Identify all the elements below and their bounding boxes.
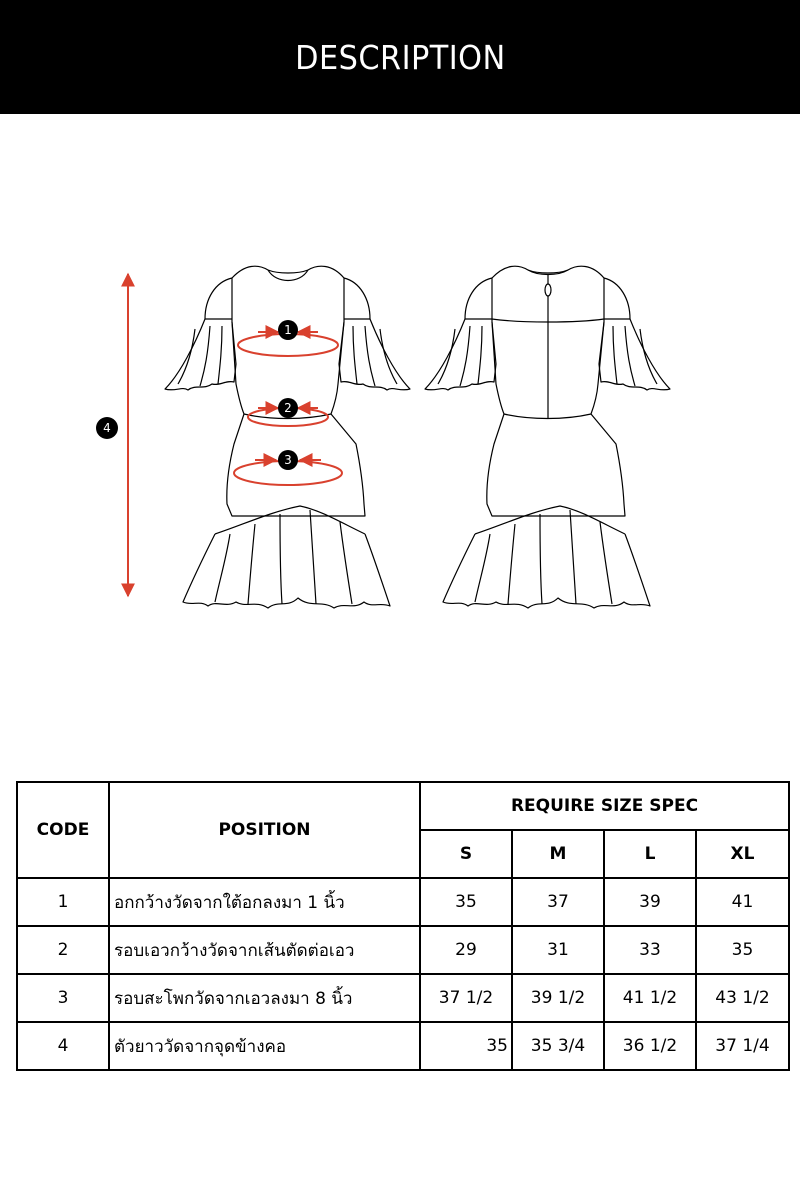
row-value-s: 37 1/2	[420, 974, 512, 1022]
marker-4	[96, 417, 118, 439]
row-value-l: 41 1/2	[604, 974, 696, 1022]
header-code: CODE	[17, 782, 109, 878]
table-row	[17, 926, 789, 974]
row-position: รอบสะโพกวัดจากเอวลงมา 8 นิ้ว	[109, 974, 420, 1022]
table-row	[17, 974, 789, 1022]
header-size-l: L	[604, 830, 696, 878]
row-value-l: 36 1/2	[604, 1022, 696, 1070]
row-value-l: 39	[604, 878, 696, 926]
header-size-m: M	[512, 830, 604, 878]
row-value-l: 33	[604, 926, 696, 974]
row-code: 3	[17, 974, 109, 1022]
svg-text:2: 2	[284, 401, 292, 415]
row-position: ตัวยาววัดจากจุดข้างคอ	[109, 1022, 420, 1070]
row-value-xl: 37 1/4	[696, 1022, 789, 1070]
row-value-m: 31	[512, 926, 604, 974]
row-value-s: 35	[420, 878, 512, 926]
svg-text:1: 1	[284, 323, 292, 337]
size-spec-table	[16, 781, 790, 1071]
marker-3	[278, 450, 298, 470]
row-value-xl: 35	[696, 926, 789, 974]
table-row	[17, 878, 789, 926]
back-dress-outline	[425, 266, 670, 608]
dress-illustration	[0, 114, 800, 754]
row-value-m: 37	[512, 878, 604, 926]
svg-text:3: 3	[284, 453, 292, 467]
header-require-size-spec: REQUIRE SIZE SPEC	[420, 782, 789, 830]
measurement-overlays	[128, 274, 342, 596]
table-row	[17, 1022, 789, 1070]
row-code: 1	[17, 878, 109, 926]
row-value-m: 35 3/4	[512, 1022, 604, 1070]
page-title: DESCRIPTION	[294, 37, 506, 77]
row-code: 4	[17, 1022, 109, 1070]
row-value-xl: 41	[696, 878, 789, 926]
marker-1	[278, 320, 298, 340]
row-value-s: 35	[420, 1022, 512, 1070]
header-bar	[0, 0, 800, 114]
header-size-s: S	[420, 830, 512, 878]
row-code: 2	[17, 926, 109, 974]
row-position: รอบเอวกว้างวัดจากเส้นตัดต่อเอว	[109, 926, 420, 974]
header-size-xl: XL	[696, 830, 789, 878]
svg-text:4: 4	[103, 421, 111, 435]
row-position: อกกว้างวัดจากใต้อกลงมา 1 นิ้ว	[109, 878, 420, 926]
marker-2	[278, 398, 298, 418]
row-value-m: 39 1/2	[512, 974, 604, 1022]
row-value-s: 29	[420, 926, 512, 974]
front-dress-outline	[165, 266, 410, 608]
row-value-xl: 43 1/2	[696, 974, 789, 1022]
dress-diagram	[0, 114, 800, 754]
header-position: POSITION	[109, 782, 420, 878]
size-spec-table-container	[16, 781, 786, 1071]
